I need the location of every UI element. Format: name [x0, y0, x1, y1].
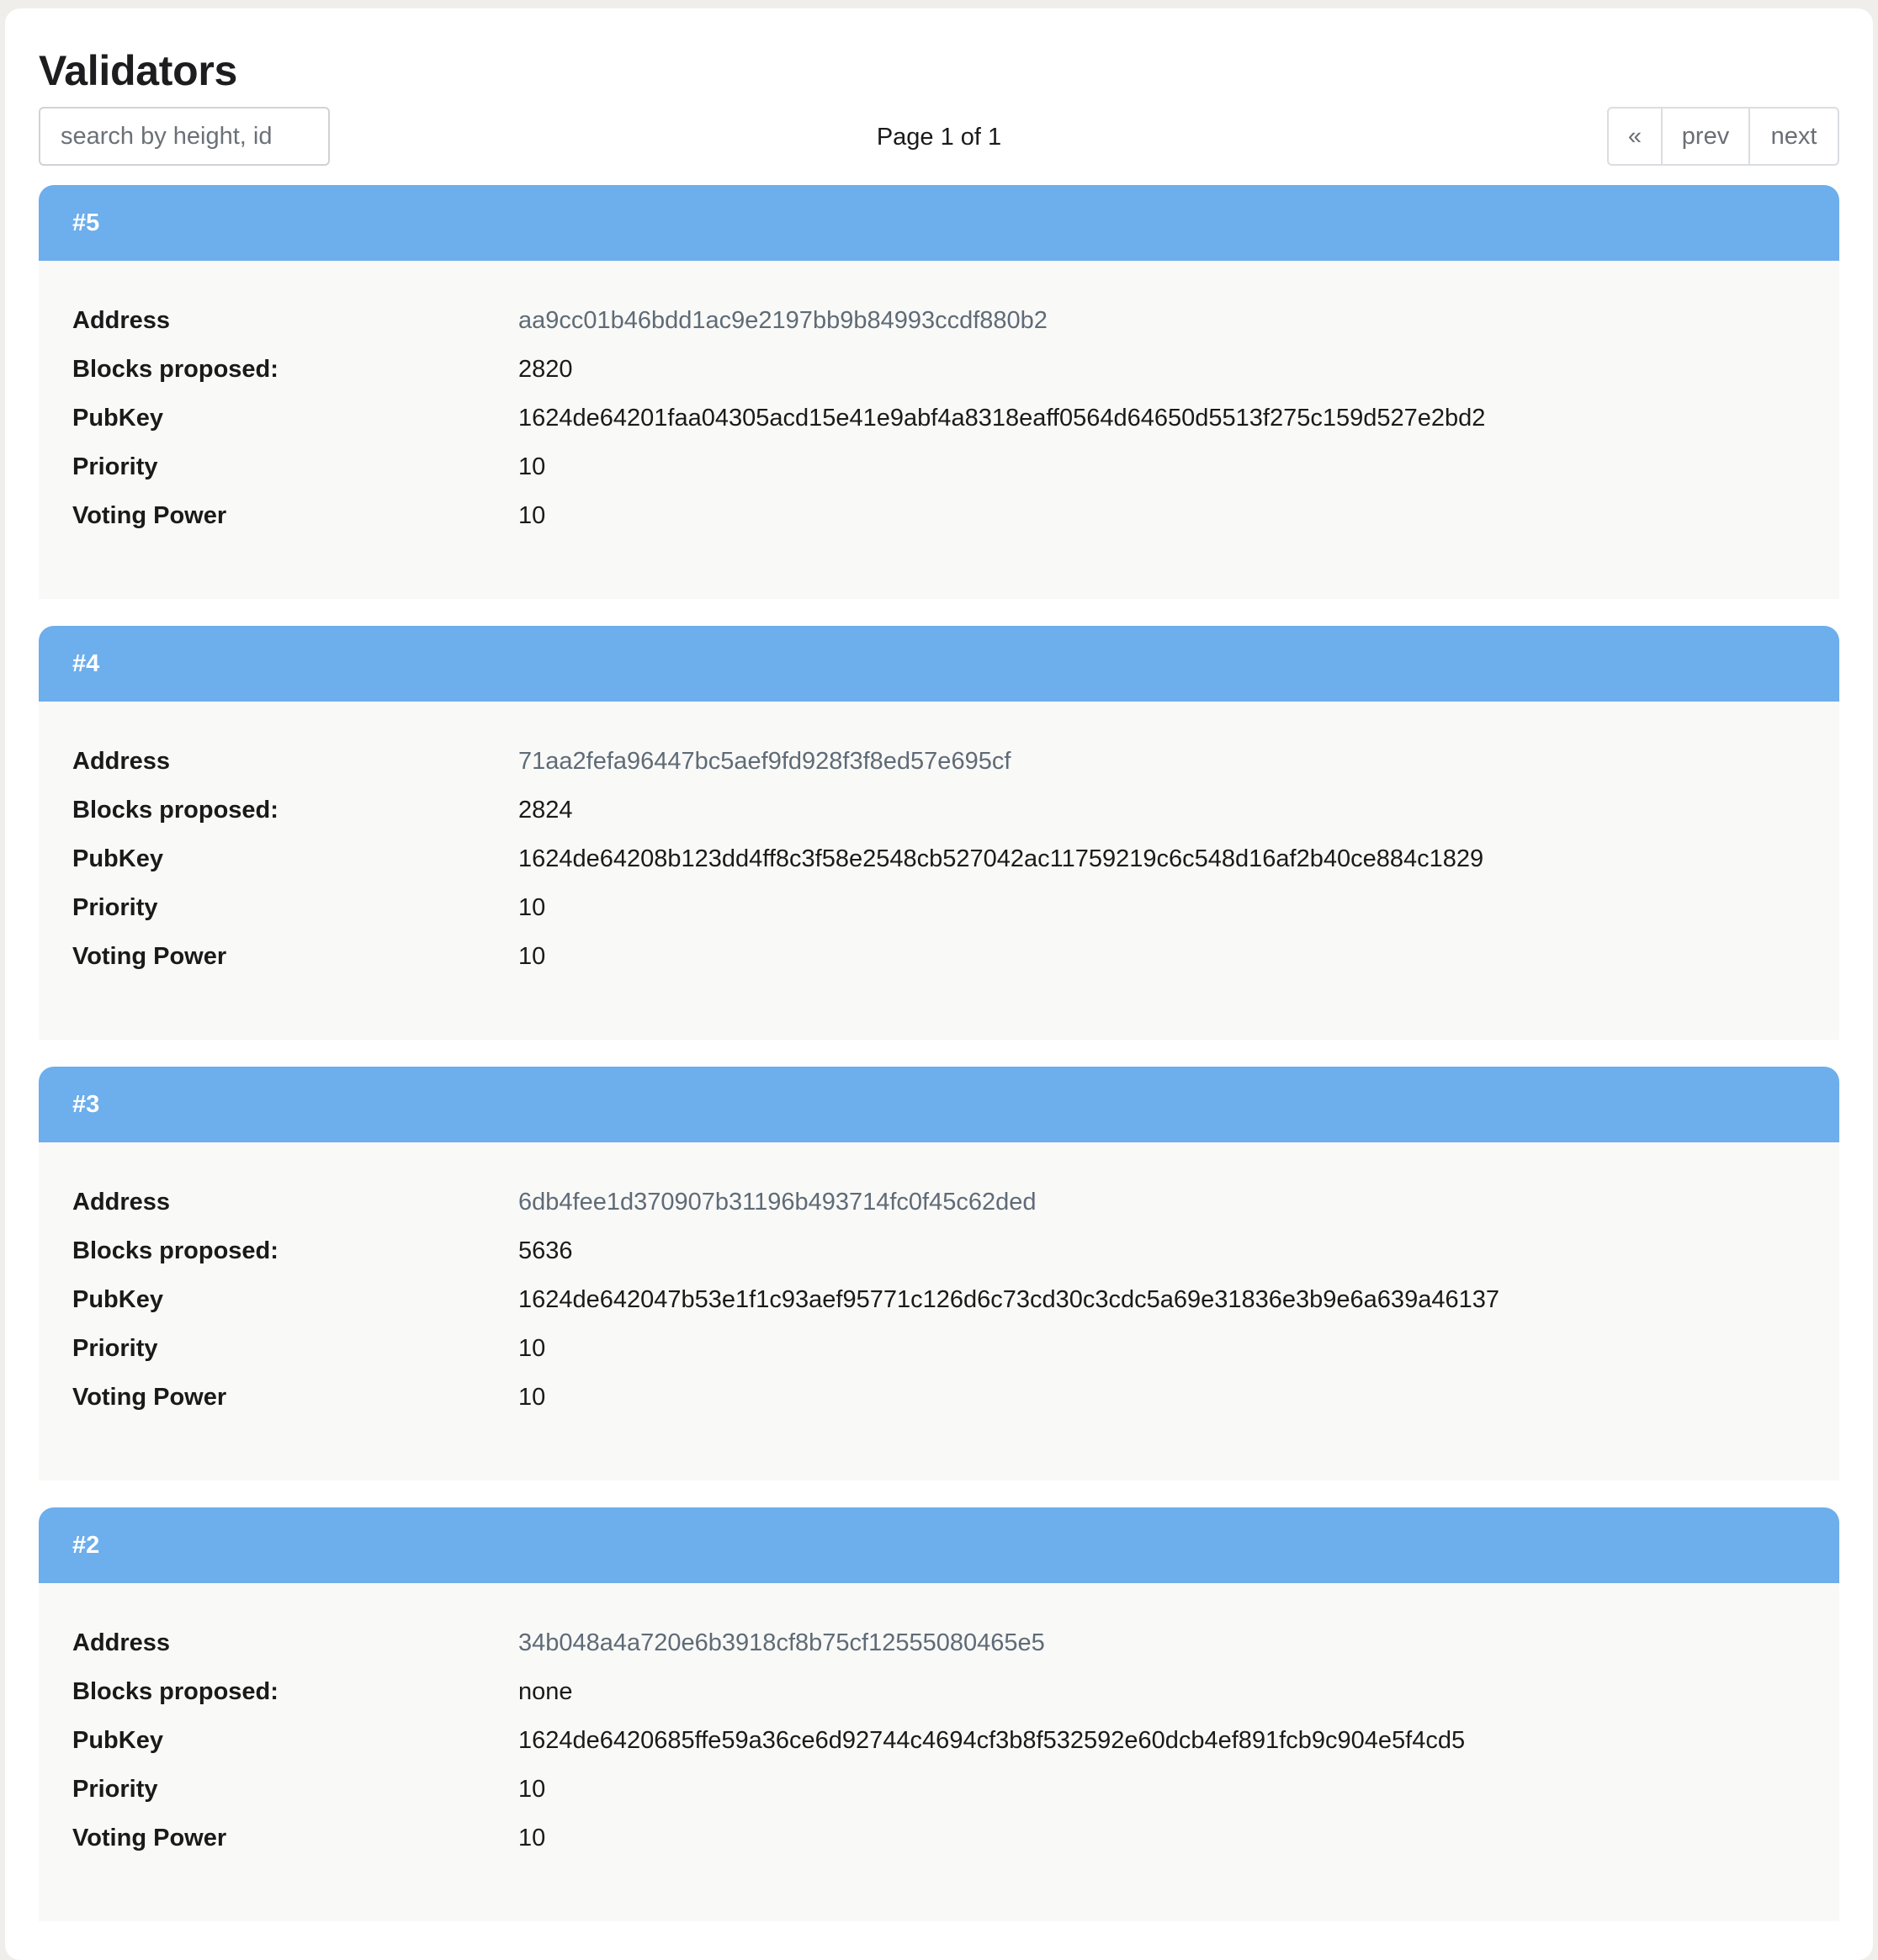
validator-card-header: #5	[39, 185, 1839, 261]
blocks-proposed-label: Blocks proposed:	[72, 1677, 279, 1705]
priority-row	[72, 883, 1806, 932]
pubkey-label: PubKey	[72, 404, 163, 432]
voting-power-label: Voting Power	[72, 501, 227, 529]
blocks-proposed-value: 2820	[518, 355, 573, 383]
validator-card-header: #2	[39, 1507, 1839, 1583]
blocks-proposed-row	[72, 786, 1806, 834]
voting-power-row	[72, 1373, 1806, 1422]
blocks-proposed-row	[72, 1667, 1806, 1716]
pubkey-value: 1624de642047b53e1f1c93aef95771c126d6c73cd30c3cdc5a69e31836e3b9e6a639a46137	[518, 1285, 1499, 1313]
validators-page	[5, 8, 1873, 1960]
pubkey-value: 1624de64201faa04305acd15e41e9abf4a8318eaff0564d64650d5513f275c159d527e2bd2	[518, 404, 1486, 432]
priority-label: Priority	[72, 1775, 158, 1803]
validators-list	[39, 185, 1839, 1948]
prev-page-button[interactable]: prev	[1661, 109, 1748, 164]
address-link[interactable]: 71aa2fefa96447bc5aef9fd928f3f8ed57e695cf	[518, 747, 1011, 775]
priority-label: Priority	[72, 893, 158, 921]
address-label: Address	[72, 306, 171, 334]
priority-value: 10	[518, 893, 546, 921]
address-row	[72, 1178, 1806, 1226]
page-indicator: Page 1 of 1	[876, 124, 1002, 151]
blocks-proposed-row	[72, 345, 1806, 394]
pagination-controls	[1607, 107, 1839, 166]
first-page-button[interactable]: «	[1627, 122, 1642, 150]
pubkey-row	[72, 1716, 1806, 1765]
address-row	[72, 296, 1806, 345]
next-page-button[interactable]: next	[1748, 109, 1838, 164]
validator-card	[39, 626, 1839, 1040]
voting-power-value: 10	[518, 942, 546, 970]
voting-power-row	[72, 491, 1806, 540]
pubkey-value: 1624de64208b123dd4ff8c3f58e2548cb527042ac11759219c6c548d16af2b40ce884c1829	[518, 845, 1484, 872]
validator-card	[39, 185, 1839, 599]
voting-power-value: 10	[518, 501, 546, 529]
voting-power-label: Voting Power	[72, 1824, 227, 1851]
priority-value: 10	[518, 1775, 546, 1803]
validator-card-header: #3	[39, 1067, 1839, 1142]
blocks-proposed-label: Blocks proposed:	[72, 1237, 279, 1264]
blocks-proposed-label: Blocks proposed:	[72, 355, 279, 383]
validator-card-body	[39, 261, 1839, 540]
priority-value: 10	[518, 1334, 546, 1362]
validator-card	[39, 1067, 1839, 1481]
page-title: Validators	[39, 47, 237, 94]
search-input[interactable]	[39, 107, 330, 166]
priority-label: Priority	[72, 453, 158, 480]
address-link[interactable]: aa9cc01b46bdd1ac9e2197bb9b84993ccdf880b2	[518, 306, 1048, 334]
priority-row	[72, 1324, 1806, 1373]
pubkey-label: PubKey	[72, 1285, 163, 1313]
validator-card-body	[39, 1142, 1839, 1422]
voting-power-value: 10	[518, 1383, 546, 1411]
pubkey-label: PubKey	[72, 1726, 163, 1754]
address-row	[72, 737, 1806, 786]
blocks-proposed-row	[72, 1226, 1806, 1275]
voting-power-label: Voting Power	[72, 942, 227, 970]
validator-card-header: #4	[39, 626, 1839, 702]
voting-power-row	[72, 1814, 1806, 1862]
priority-row	[72, 1765, 1806, 1814]
priority-value: 10	[518, 453, 546, 480]
address-row	[72, 1618, 1806, 1667]
pubkey-row	[72, 834, 1806, 883]
address-link[interactable]: 6db4fee1d370907b31196b493714fc0f45c62ded	[518, 1188, 1037, 1216]
pubkey-row	[72, 1275, 1806, 1324]
voting-power-row	[72, 932, 1806, 981]
blocks-proposed-label: Blocks proposed:	[72, 796, 279, 824]
validator-card-body	[39, 702, 1839, 981]
priority-row	[72, 442, 1806, 491]
priority-label: Priority	[72, 1334, 158, 1362]
pubkey-row	[72, 394, 1806, 442]
voting-power-label: Voting Power	[72, 1383, 227, 1411]
blocks-proposed-value: 2824	[518, 796, 573, 824]
blocks-proposed-value: none	[518, 1677, 573, 1705]
address-link[interactable]: 34b048a4a720e6b3918cf8b75cf12555080465e5	[518, 1629, 1045, 1656]
validator-card-body	[39, 1583, 1839, 1862]
pubkey-label: PubKey	[72, 845, 163, 872]
address-label: Address	[72, 747, 171, 775]
pubkey-value: 1624de6420685ffe59a36ce6d92744c4694cf3b8f532592e60dcb4ef891fcb9c904e5f4cd5	[518, 1726, 1466, 1754]
address-label: Address	[72, 1188, 171, 1216]
voting-power-value: 10	[518, 1824, 546, 1851]
address-label: Address	[72, 1629, 171, 1656]
validator-card	[39, 1507, 1839, 1921]
blocks-proposed-value: 5636	[518, 1237, 573, 1264]
